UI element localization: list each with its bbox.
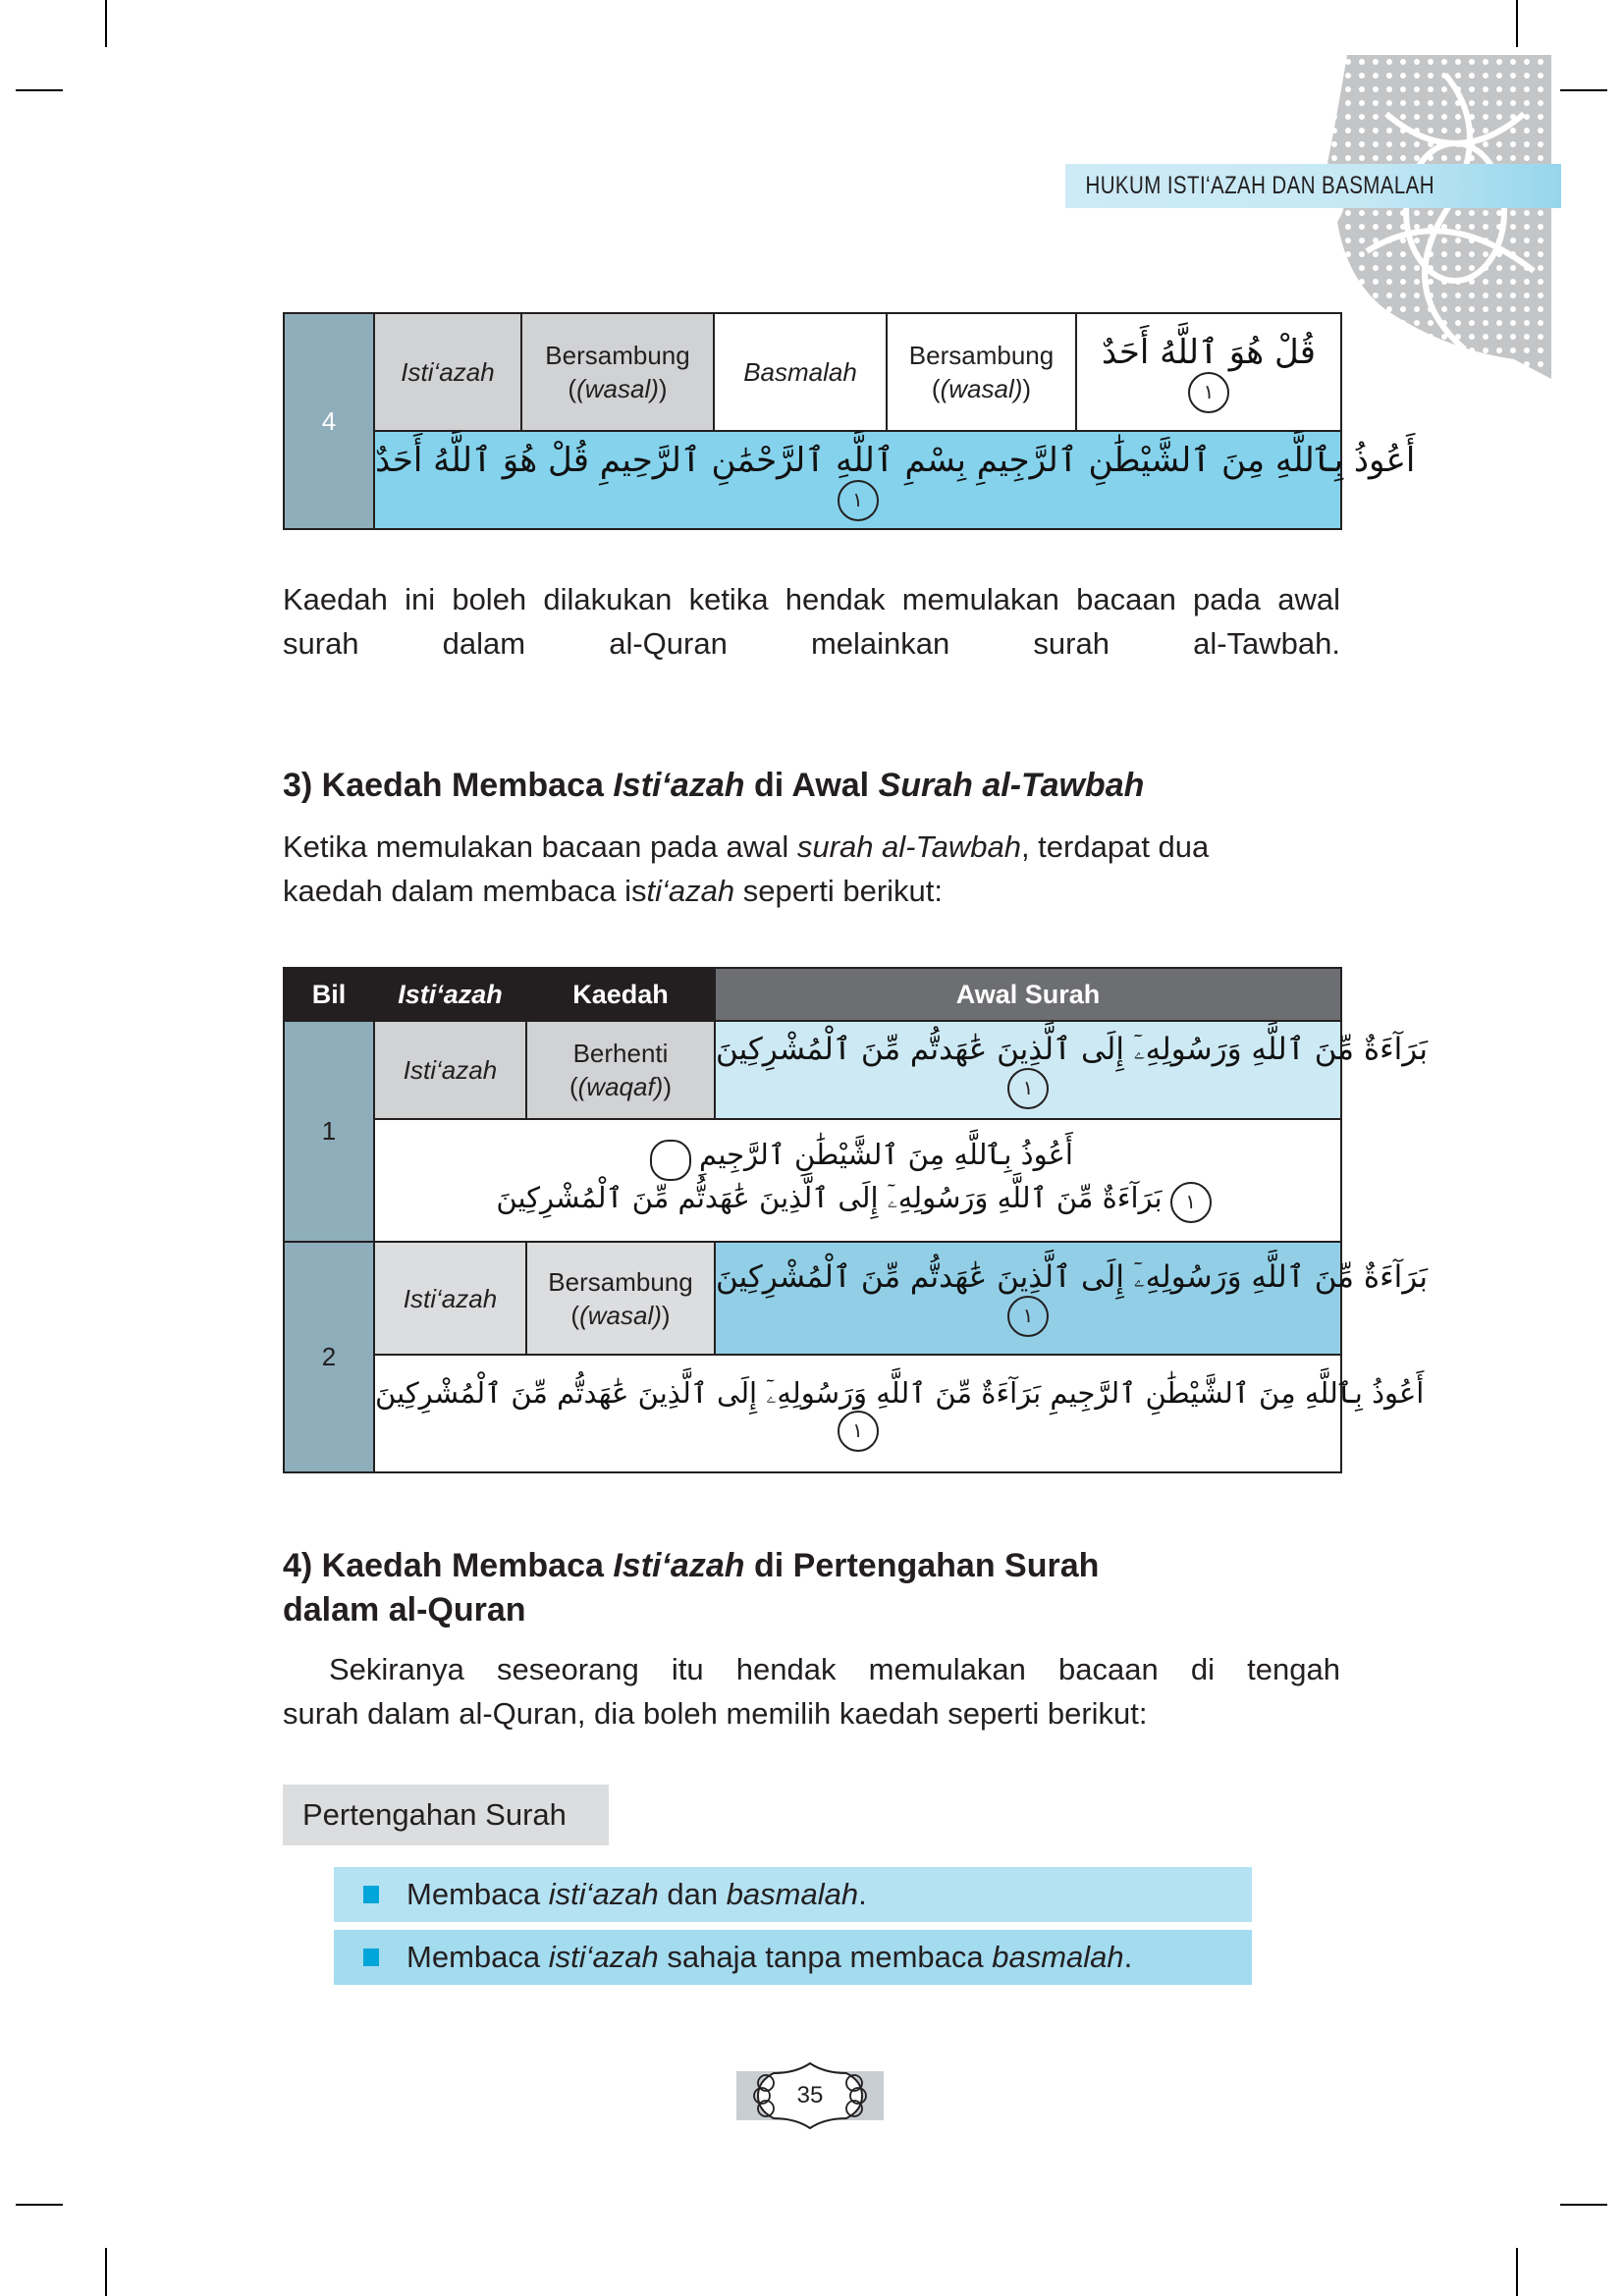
list-item: Membaca isti‘azah dan basmalah. [334,1867,1252,1922]
table-awal-tawbah [283,967,1428,1473]
kaedah-term: (waqaf) [577,1072,664,1101]
arabic-recitation: أَعُوذُ بِٱللَّهِ مِنَ ٱلشَّيْطَٰنِ ٱلرَّجِيمِ بِسْمِ ٱللَّهِ ٱلرَّحْمَٰنِ ٱلرَّحِيمِ قُلْ هُوَ ٱللَّهُ أَحَدٌ [375,440,1416,480]
cell-awal-surah [715,1242,1428,1355]
recitation-row [374,1355,1425,1472]
row-number: 1 [284,1021,374,1242]
kaedah-term: (wasal) [579,1300,662,1330]
ayah-number-icon: ١ [838,1411,879,1452]
paragraph-kaedah: Kaedah ini boleh dilakukan ketika hendak memulakan bacaan pada awal surah dalam al-Quran melainkan surah al-Tawbah. [283,582,1340,661]
header-istiazah: Isti‘azah [374,968,526,1021]
cell-kaedah-2: Bersambung ((wasal)) [887,313,1076,431]
kaedah-label: Bersambung [908,341,1055,370]
arabic-recitation: أَعُوذُ بِٱللَّهِ مِنَ ٱلشَّيْطَٰنِ ٱلرَّجِيمِ [699,1137,1073,1171]
ayah-number-icon: ١ [838,480,879,521]
crop-mark [1516,0,1518,47]
waqaf-stop-icon [650,1140,691,1181]
ayah-number-icon: ١ [1007,1068,1049,1109]
table-row [284,1242,1341,1355]
kaedah-label: Bersambung [548,1266,693,1297]
ayah-number-icon: ١ [1007,1296,1049,1337]
header-kaedah: Kaedah [526,968,715,1021]
page-number: 35 [796,2082,824,2109]
crop-mark [16,89,63,91]
recitation-row [374,1119,1341,1242]
combined-recitation-row [374,431,1416,529]
crop-mark [1516,2248,1518,2296]
section-4-heading: 4) Kaedah Membaca Isti‘azah di Pertengahan Surah dalam al-Quran [283,1547,1100,1629]
section-4-paragraph-line1: Sekiranya seseorang itu hendak memulakan bacaan di tengah [329,1652,1340,1686]
running-header [1065,164,1561,208]
kaedah-label: Berhenti [572,1039,669,1068]
arabesque-ornament-icon [1327,55,1551,379]
cell-istiazah: Isti‘azah [374,1242,526,1355]
cell-kaedah: Berhenti ((waqaf)) [526,1021,715,1119]
cell-kaedah-1: Bersambung ((wasal)) [521,313,714,431]
section-4-paragraph-line2: surah dalam al-Quran, dia boleh memilih kaedah seperti berikut: [283,1696,1148,1731]
bullet-square-icon [363,1886,379,1903]
arabic-verse: بَرَآءَةٌ مِّنَ ٱللَّهِ وَرَسُولِهِۦٓ إِلَى ٱلَّذِينَ عَٰهَدتُّم مِّنَ ٱلْمُشْرِكِينَ [716,1031,1428,1067]
table-row [284,1355,1341,1472]
crop-mark [1560,89,1607,91]
crop-mark [105,2248,107,2296]
crop-mark [105,0,107,47]
bullet-square-icon [363,1949,379,1966]
table-row [284,1119,1341,1242]
arabic-verse: قُلْ هُوَ ٱللَّهُ أَحَدٌ [1102,332,1316,372]
cell-basmalah: Basmalah [714,313,887,431]
header-bil: Bil [284,968,374,1021]
table-basmalah-row4 [283,312,1416,530]
header-awal-surah: Awal Surah [715,968,1341,1021]
arabic-recitation: أَعُوذُ بِٱللَّهِ مِنَ ٱلشَّيْطَٰنِ ٱلرَّجِيمِ بَرَآءَةٌ مِّنَ ٱللَّهِ وَرَسُولِهِۦٓ إِلَى ٱلَّذِينَ عَٰهَدتُّم مِّنَ ٱلْمُشْرِكِينَ [375,1375,1425,1410]
kaedah-label: Bersambung [545,341,690,370]
cell-awal-surah [715,1021,1428,1119]
running-header-title: HUKUM ISTI‘AZAH DAN BASMALAH [1085,172,1435,199]
pertengahan-surah-label: Pertengahan Surah [283,1785,609,1845]
cell-kaedah: Bersambung ((wasal)) [526,1242,715,1355]
arabic-verse: بَرَآءَةٌ مِّنَ ٱللَّهِ وَرَسُولِهِۦٓ إِلَى ٱلَّذِينَ عَٰهَدتُّم مِّنَ ٱلْمُشْرِكِينَ [716,1259,1428,1295]
row-number: 4 [284,313,374,529]
list-item: Membaca isti‘azah sahaja tanpa membaca basmalah. [334,1930,1252,1985]
ayah-number-icon: ١ [1170,1182,1212,1223]
cell-istiazah: Isti‘azah [374,1021,526,1119]
cell-surah-verse [1076,313,1341,431]
row-number: 2 [284,1242,374,1472]
arabic-verse: بَرَآءَةٌ مِّنَ ٱللَّهِ وَرَسُولِهِۦٓ إِلَى ٱلَّذِينَ عَٰهَدتُّم مِّنَ ٱلْمُشْرِكِينَ [496,1180,1163,1214]
crop-mark [16,2204,63,2206]
kaedah-term: (wasal) [940,374,1023,403]
ayah-number-icon: ١ [1188,372,1229,413]
cell-istiazah: Isti‘azah [374,313,521,431]
crop-mark [1560,2204,1607,2206]
section-3-paragraph: Ketika memulakan bacaan pada awal surah al-Tawbah, terdapat dua kaedah dalam membaca isti‘azah seperti berikut: [283,829,1210,908]
section-3-heading: 3) Kaedah Membaca Isti‘azah di Awal Surah al-Tawbah [283,767,1145,804]
kaedah-term: (wasal) [576,374,659,403]
table-row [284,1021,1341,1119]
